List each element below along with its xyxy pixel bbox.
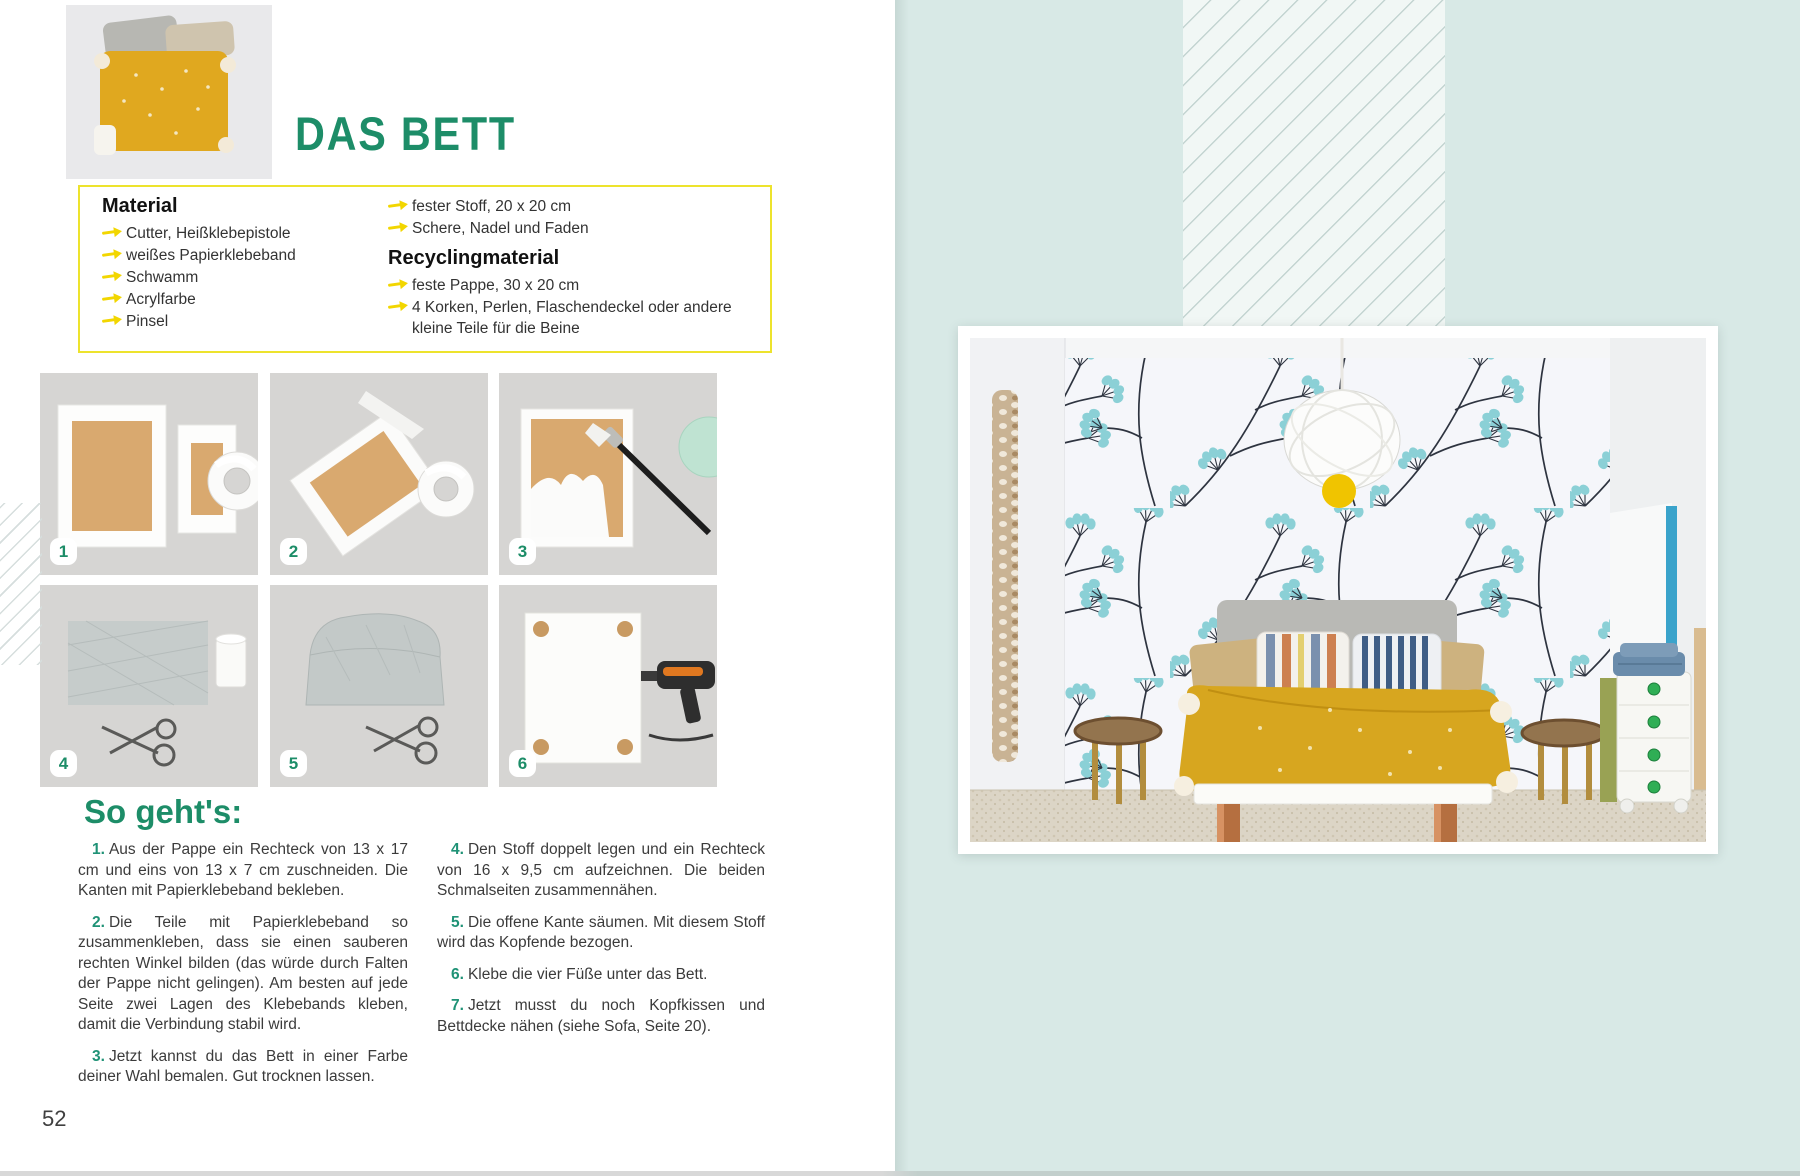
wood-sliver bbox=[1694, 628, 1706, 808]
step-number-badge: 2 bbox=[280, 538, 307, 565]
step-text: Die offene Kante säumen. Mit diesem Stoff wird das Kopfende bezogen. bbox=[437, 913, 765, 951]
recycling-list bbox=[388, 275, 758, 339]
material-item: Schwamm bbox=[102, 267, 382, 288]
lamp-bulb bbox=[1322, 474, 1356, 508]
step-text: Aus der Pappe ein Rechteck von 13 x 17 cm und eins von 13 x 7 cm zuschneiden. Die Kanten mit Papierklebeband bekleben. bbox=[78, 841, 408, 899]
step-number-badge: 6 bbox=[509, 750, 536, 777]
instruction-step bbox=[437, 840, 765, 902]
step-number-badge: 3 bbox=[509, 538, 536, 565]
arrow-icon bbox=[388, 304, 401, 309]
mattress bbox=[1194, 784, 1492, 804]
material-item: Cutter, Heißklebepistole bbox=[102, 223, 382, 244]
instruction-step bbox=[78, 1047, 408, 1088]
step-number: 4. bbox=[451, 841, 464, 858]
arrow-icon bbox=[388, 282, 401, 287]
thread-spool bbox=[216, 634, 246, 687]
arrow-icon bbox=[102, 318, 115, 323]
material-item: Acrylfarbe bbox=[102, 289, 382, 310]
page-bottom-edge bbox=[0, 1171, 1800, 1176]
page-number: 52 bbox=[42, 1106, 67, 1131]
dollhouse-bedroom-scene bbox=[970, 338, 1706, 842]
intro-bed-illustration bbox=[66, 5, 272, 179]
intro-bed-photo bbox=[66, 5, 272, 179]
step-number: 6. bbox=[451, 965, 464, 983]
material-column-left bbox=[102, 195, 382, 333]
step-photo-6 bbox=[499, 585, 717, 787]
step-text: Klebe die vier Füße unter das Bett. bbox=[467, 965, 708, 983]
bed-duvet bbox=[94, 51, 236, 155]
step-photo-2 bbox=[270, 373, 488, 575]
white-paint bbox=[531, 474, 609, 537]
drawer-unit bbox=[1600, 643, 1691, 813]
step-number-badge: 4 bbox=[50, 750, 77, 777]
arrow-icon bbox=[102, 252, 115, 257]
painted-bed-board bbox=[525, 613, 641, 763]
instruction-step bbox=[78, 913, 408, 1036]
step-number-badge: 5 bbox=[280, 750, 307, 777]
arrow-icon bbox=[102, 274, 115, 279]
instructions-column-left bbox=[78, 840, 408, 1099]
page-title: DAS BETT bbox=[295, 107, 516, 160]
pompom bbox=[1496, 771, 1518, 793]
left-page bbox=[0, 0, 895, 1176]
room-scene-photo bbox=[958, 326, 1718, 854]
recycling-heading: Recyclingmaterial bbox=[388, 247, 560, 269]
step-number: 7. bbox=[451, 997, 464, 1014]
right-page bbox=[895, 0, 1800, 1176]
step-number-badge: 1 bbox=[50, 538, 77, 565]
material-item: 4 Korken, Perlen, Flaschendeckel oder andere kleine Teile für die Beine bbox=[388, 297, 758, 339]
material-item: weißes Papierklebeband bbox=[102, 245, 382, 266]
step-text: Jetzt kannst du das Bett in einer Farbe deiner Wahl bemalen. Gut trocknen lassen. bbox=[78, 1047, 408, 1085]
material-item: Schere, Nadel und Faden bbox=[388, 218, 758, 239]
tape-roll bbox=[418, 461, 474, 517]
diagonal-hatch-band bbox=[1183, 0, 1445, 328]
step-text: Jetzt musst du noch Kopfkissen und Bettdecke nähen (siehe Sofa, Seite 20). bbox=[437, 997, 765, 1035]
instruction-step bbox=[437, 913, 765, 954]
step-photo-5 bbox=[270, 585, 488, 787]
material-list bbox=[102, 223, 382, 332]
arrow-icon bbox=[388, 203, 401, 208]
step-number: 2. bbox=[92, 913, 105, 931]
arrow-icon bbox=[102, 230, 115, 235]
material-item: fester Stoff, 20 x 20 cm bbox=[388, 196, 758, 217]
pompom bbox=[1174, 776, 1194, 796]
instruction-step bbox=[437, 965, 765, 986]
grey-fabric bbox=[68, 621, 208, 705]
fabric-cover bbox=[306, 614, 444, 705]
pompom bbox=[1178, 693, 1200, 715]
step-number: 1. bbox=[92, 841, 105, 858]
instruction-step bbox=[78, 840, 408, 902]
step-photo-3 bbox=[499, 373, 717, 575]
diagonal-hatch-decoration bbox=[0, 503, 42, 665]
step-text: Den Stoff doppelt legen und ein Rechteck von 16 x 9,5 cm aufzeichnen. Die beiden Schmalseiten zusammennähen. bbox=[437, 841, 765, 899]
material-column-right bbox=[388, 195, 758, 340]
instruction-step bbox=[437, 996, 765, 1037]
material-heading: Material bbox=[102, 195, 178, 217]
yellow-duvet bbox=[1174, 685, 1518, 796]
instructions-column-right bbox=[437, 840, 765, 1048]
step-photo-1 bbox=[40, 373, 258, 575]
folded-blue-cloth bbox=[1613, 643, 1685, 676]
arrow-icon bbox=[102, 296, 115, 301]
bead-garland bbox=[992, 390, 1018, 762]
pompom bbox=[1490, 701, 1512, 723]
material-box bbox=[78, 185, 772, 353]
instructions-heading: So geht's: bbox=[84, 793, 243, 830]
step-number: 3. bbox=[92, 1047, 105, 1065]
page-gutter-shadow bbox=[895, 0, 909, 1176]
material-item: Pinsel bbox=[102, 311, 382, 332]
step-text: Die Teile mit Papierklebeband so zusammenkleben, dass sie einen sauberen rechten Winkel bilden (das würde durch Falten der Pappe nicht gelingen). Am besten auf jede Seite zwei Lagen des Klebebands kleben, damit die Verbindung stabil wird. bbox=[78, 913, 408, 1033]
step-number: 5. bbox=[451, 913, 464, 931]
material-item: feste Pappe, 30 x 20 cm bbox=[388, 275, 758, 296]
material-list-right bbox=[388, 196, 758, 239]
step-photo-4 bbox=[40, 585, 258, 787]
arrow-icon bbox=[388, 225, 401, 230]
